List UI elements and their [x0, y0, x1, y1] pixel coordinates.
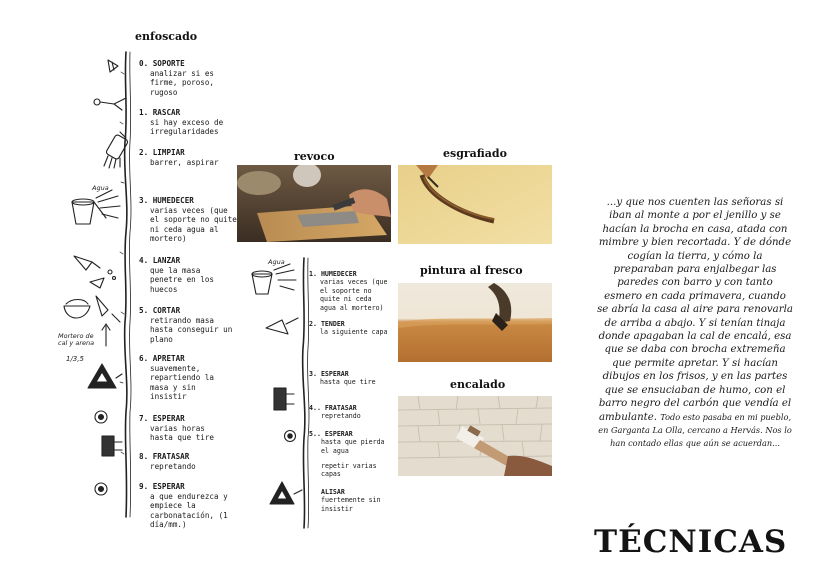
esgrafiado-photo	[398, 165, 552, 244]
brush-icon	[100, 130, 134, 170]
step-heading: LANZAR	[152, 256, 181, 265]
step-heading: FRATASAR	[152, 452, 190, 461]
enfoscado-step	[139, 354, 229, 402]
revoco-smooth-trowel-icon	[266, 476, 306, 512]
encalado-photo	[398, 396, 552, 476]
step-number: 6.	[139, 354, 149, 363]
encalado-photo-illustration	[398, 396, 552, 476]
page-title: TÉCNICAS	[594, 524, 788, 560]
fresco-photo-illustration	[398, 283, 552, 362]
clock-icon	[92, 408, 112, 428]
revoco-photo	[237, 165, 391, 242]
step-heading: HUMEDECER	[320, 270, 357, 278]
quote-main-text: ...y que nos cuenten las señoras si iban al monte a por el jenillo y se hacían la brocha en casa, atada con mimbre y bien recortada. Y de dónde cogían la tierra, y cómo la preparaban para enjalbegar las paredes con barro y con tanto esmero en cada primavera, cuando se abría la casa al aire para renovarla de arriba a abajo. Y si tenían tinaja donde apagaban la cal de encalá, esa que se daba con brocha extremeña que permite apretar. Y si hacían dibujos en los frisos, y en las partes que se ensuciaban de humo, con el barro negro del carbón que vendía el ambulante.	[597, 197, 793, 423]
step-text: si hay exceso de irregularidades	[150, 117, 224, 137]
esgrafiado-photo-illustration	[398, 165, 552, 244]
enfoscado-step	[139, 256, 229, 294]
step-number: 2.	[139, 148, 149, 157]
esgrafiado-title: esgrafiado	[443, 147, 507, 160]
encalado-title: encalado	[450, 378, 506, 391]
revoco-step	[321, 488, 391, 513]
revoco-step	[309, 320, 391, 337]
step-number: 3.	[309, 370, 317, 378]
revoco-step	[309, 370, 391, 387]
step-heading: ESPERAR	[152, 414, 185, 423]
step-text: analizar si es firme, poroso, rugoso	[150, 68, 215, 97]
enfoscado-step	[139, 452, 229, 471]
step-number: 1.	[309, 270, 317, 278]
revoco-photo-illustration	[237, 165, 391, 242]
fresco-title: pintura al fresco	[420, 264, 523, 277]
revoco-spread-trowel-icon	[262, 314, 302, 344]
step-heading: HUMEDECER	[152, 196, 194, 205]
step-text: repretando	[321, 412, 361, 421]
enfoscado-step	[139, 196, 239, 244]
agua-note: Agua	[92, 184, 109, 192]
step-text: suavemente, repartiendo la masa y sin insistir	[150, 363, 215, 402]
step-number: 9.	[139, 482, 149, 491]
clock-icon-2	[92, 480, 112, 500]
step-heading: FRATASAR	[324, 404, 357, 412]
step-number: 5.	[139, 306, 149, 315]
step-text: repretando	[150, 461, 196, 471]
step-number: 1.	[139, 108, 149, 117]
step-text: retirando masa hasta conseguir un plano	[150, 315, 233, 344]
step-text: hasta que tire	[320, 378, 376, 387]
step-text: varias veces (que el soporte no quite ni ceda agua al mortero)	[320, 278, 388, 312]
enfoscado-step	[139, 306, 235, 344]
quote-small-text: Todo esto pasaba en mi pueblo, en Garganta La Olla, cercano a Hervás. Nos lo han contado ellas que aún se acuerdan...	[598, 411, 792, 449]
revoco-step	[309, 430, 391, 455]
step-text: a que endurezca y empiece la carbonatación, (1 día/mm.)	[150, 491, 228, 530]
step-heading: TENDER	[320, 320, 345, 328]
mortero-note: Mortero de cal y arena	[58, 332, 95, 347]
step-text: varias veces (que el soporte no quite ni ceda agua al mortero)	[150, 205, 237, 244]
press-trowel-icon	[82, 358, 126, 398]
arrow-up-icon	[96, 320, 126, 350]
bucket-brush-icon	[66, 188, 126, 232]
revoco-float-icon	[266, 384, 300, 416]
step-heading: APRETAR	[152, 354, 185, 363]
enfoscado-step	[139, 108, 239, 137]
step-text: barrer, aspirar	[150, 157, 219, 167]
step-heading: LIMPIAR	[152, 148, 185, 157]
revoco-step	[309, 404, 391, 421]
step-number: 2.	[309, 320, 317, 328]
fresco-photo	[398, 283, 552, 362]
quote-block	[597, 196, 793, 451]
enfoscado-step	[139, 482, 235, 530]
revoco-bucket-brush-icon	[246, 262, 304, 302]
float-tool-icon	[96, 430, 128, 462]
enfoscado-step	[139, 414, 229, 443]
step-number: 8.	[139, 452, 149, 461]
revoco-title: revoco	[294, 150, 335, 163]
revoco-clock-icon	[282, 428, 300, 446]
enfoscado-title: enfoscado	[135, 30, 198, 43]
ratio-note: 1/3,5	[66, 355, 84, 363]
revoco-step	[309, 270, 391, 312]
step-text: que la masa penetre en los huecos	[150, 265, 215, 294]
step-text: hasta que pierda el agua	[321, 438, 385, 455]
revoco-agua-note: Agua	[268, 258, 285, 266]
step-text: varias horas hasta que tire	[150, 423, 215, 443]
step-heading: ESPERAR	[324, 430, 353, 438]
enfoscado-step	[139, 148, 239, 167]
support-magnifier-icon	[88, 58, 124, 78]
step-number: 4.	[139, 256, 149, 265]
step-heading: CORTAR	[152, 306, 181, 315]
step-heading: ESPERAR	[320, 370, 349, 378]
step-number: 4..	[309, 404, 321, 412]
revoco-step	[321, 462, 391, 479]
step-heading: ALISAR	[321, 488, 345, 496]
enfoscado-step	[139, 59, 231, 97]
step-number: 7.	[139, 414, 149, 423]
step-number: 5..	[309, 430, 321, 438]
throw-trowel-icon	[70, 248, 126, 292]
step-text: repetir varias capas	[321, 462, 377, 479]
scraper-tool-icon	[88, 92, 132, 116]
step-text: la siguiente capa	[320, 328, 388, 337]
step-heading: RASCAR	[152, 108, 181, 117]
step-text: fuertemente sin insistir	[321, 496, 381, 513]
step-heading: ESPERAR	[152, 482, 185, 491]
step-number: 3.	[139, 196, 149, 205]
step-number: 0.	[139, 59, 149, 68]
step-heading: SOPORTE	[152, 59, 185, 68]
